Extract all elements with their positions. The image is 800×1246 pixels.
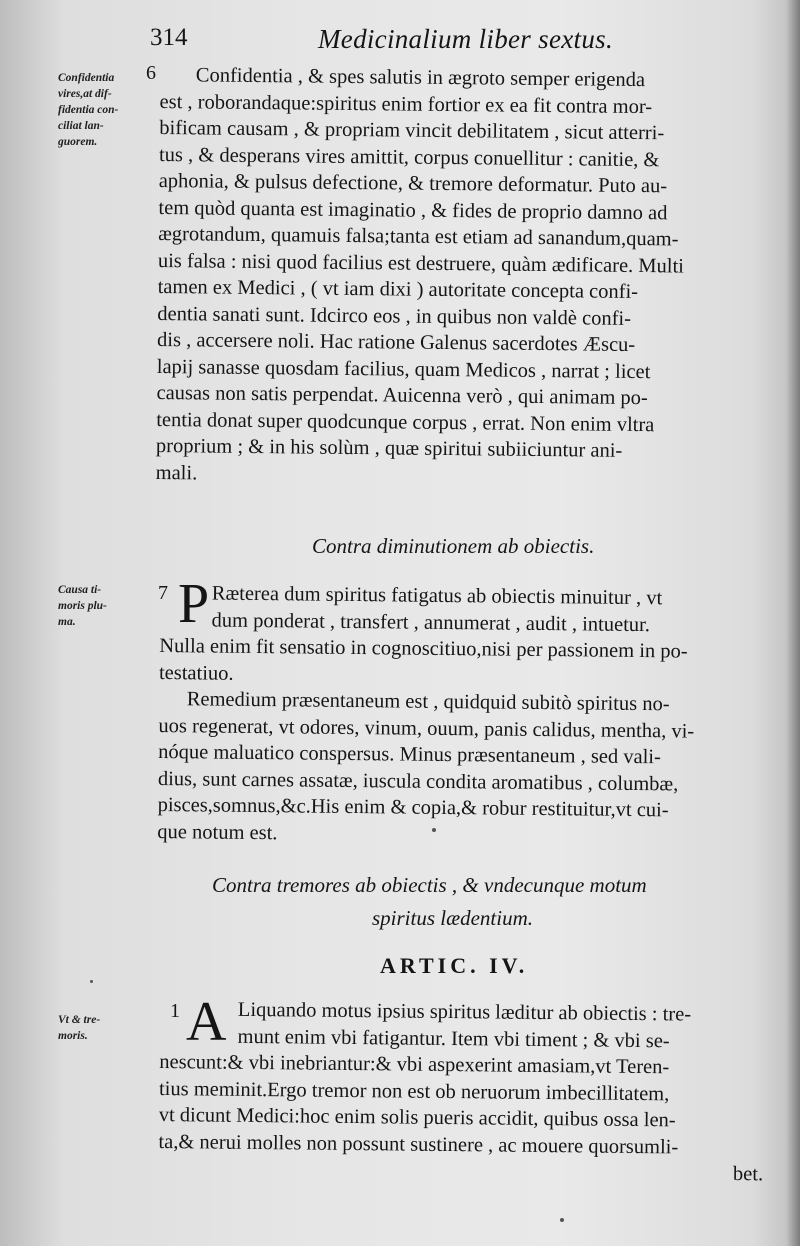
text-line: uos regenerat, vt odores, vinum, ouum, panis calidus, mentha, vi- (158, 714, 695, 743)
text-line: testatiuo. (158, 661, 234, 685)
text-line: aphonia, & pulsus defectione, & tremore deformatur. Puto au- (158, 169, 668, 198)
article-heading: ARTIC. IV. (380, 953, 529, 978)
text-line: uis falsa : nisi quod facilius est destruere, quàm ædificare. Multi (157, 249, 685, 277)
margin-note-line: moris plu- (58, 600, 107, 612)
text-line: ta,& nerui molles non possunt sustinere , ac mouere quorsumli- (158, 1130, 679, 1158)
text-line: bet. (732, 1163, 764, 1186)
margin-note-line: Causa ti- (58, 584, 102, 596)
margin-note-line: fidentia con- (58, 104, 119, 116)
page-number: 314 (150, 24, 188, 51)
margin-note-line: Confidentia (58, 72, 115, 84)
page-header (150, 18, 670, 52)
margin-note-line: Vt & tre- (58, 1014, 101, 1026)
text-line: dis , accersere noli. Hac ratione Galenus sacerdotes Æscu- (156, 328, 636, 356)
text-line: vt dicunt Medici:hoc enim solis pueris accidit, quibus ossa len- (158, 1103, 676, 1132)
paragraph-1 (158, 991, 765, 1188)
drop-cap: A (186, 991, 227, 1053)
text-line: tius meminit.Ergo tremor non est ob neruorum imbecillitatem, (158, 1077, 670, 1105)
text-line: bificam causam , & propriam vincit debilitatem , sicut atterri- (159, 116, 665, 145)
paragraph-number: 6 (146, 62, 156, 84)
paragraph-6 (156, 62, 765, 492)
text-line: ægrotandum, quamuis falsa;tanta est etiam ad sanandum,quam- (158, 222, 679, 251)
margin-note-line: guorem. (58, 136, 98, 148)
section-heading-tremores-line2: spiritus lædentium. (372, 906, 534, 930)
text-line: nóque maluatico conspersus. Minus præsentaneum , sed vali- (158, 740, 662, 769)
text-line: tamen ex Medici , ( vt iam dixi ) autoritate concepta confi- (157, 275, 639, 304)
text-line: nescunt:& vbi inebriantur:& vbi aspexerint amasiam,vt Teren- (159, 1050, 670, 1079)
text-line: Ræterea dum spiritus fatigatus ab obiectis minuitur , vt (211, 582, 663, 610)
text-line: Liquando motus ipsius spiritus læditur ab obiectis : tre- (237, 998, 692, 1026)
text-line: mali. (155, 461, 198, 484)
text-line: pisces,somnus,&c.His enim & copia,& robur restituitur,vt cui- (157, 793, 669, 822)
text-line: tentia donat super quodcunque corpus , errat. Non enim vltra (156, 408, 655, 436)
paragraph-number: 1 (170, 1000, 180, 1022)
section-heading-diminution: Contra diminutionem ab obiectis. (312, 534, 595, 558)
text-line: causas non satis perpendat. Auicenna verò , qui animam po- (156, 381, 648, 410)
paper-speck (432, 828, 436, 832)
text-line: est , roborandaque:spiritus enim fortior ex ea fit contra mor- (159, 90, 653, 118)
text-line: Confidentia , & spes salutis in ægroto semper erigenda (195, 64, 646, 92)
margin-note-causa-timoris (58, 582, 158, 630)
margin-note-line: ma. (58, 616, 76, 628)
paragraph-number: 7 (158, 582, 168, 604)
running-title: Medicinalium liber sextus. (318, 24, 613, 54)
margin-note-line: vires,at dif- (58, 88, 112, 100)
margin-note-tremoris (58, 1012, 158, 1044)
text-line: munt enim vbi fatigantur. Item vbi timent ; & vbi se- (237, 1025, 670, 1052)
text-line: Remedium præsentaneum est , quidquid subitò spiritus no- (186, 688, 670, 716)
margin-note-line: ciliat lan- (58, 120, 104, 132)
section-heading-tremores-line1: Contra tremores ab obiectis , & vndecunque motum (212, 873, 647, 897)
text-line: dum ponderat , transfert , annumerat , audit , intuetur. (211, 609, 651, 636)
text-line: tem quòd quanta est imaginatio , & fides de proprio damno ad (158, 196, 668, 224)
text-line: proprium ; & in his solùm , quæ spiritui subiiciuntur ani- (155, 434, 623, 462)
text-line: lapij sanasse quosdam facilius, quam Medicos , narrat ; licet (156, 355, 651, 383)
paper-speck (560, 1218, 564, 1222)
paragraph-7 (157, 580, 765, 851)
margin-note-line: moris. (58, 1030, 88, 1042)
paper-speck (90, 980, 93, 983)
text-line: tus , & desperans vires amittit, corpus conuellitur : canitie, & (158, 143, 660, 171)
text-line: que notum est. (157, 820, 278, 844)
text-line: Nulla enim fit sensatio in cognoscitiuo,nisi per passionem in po- (159, 634, 688, 663)
margin-note-confidentia (58, 70, 158, 150)
drop-cap: P (178, 573, 210, 635)
text-line: dentia sanati sunt. Idcirco eos , in quibus non valdè confi- (157, 302, 632, 330)
text-line: dius, sunt carnes assatæ, iuscula condita aromatibus , columbæ, (157, 767, 679, 795)
